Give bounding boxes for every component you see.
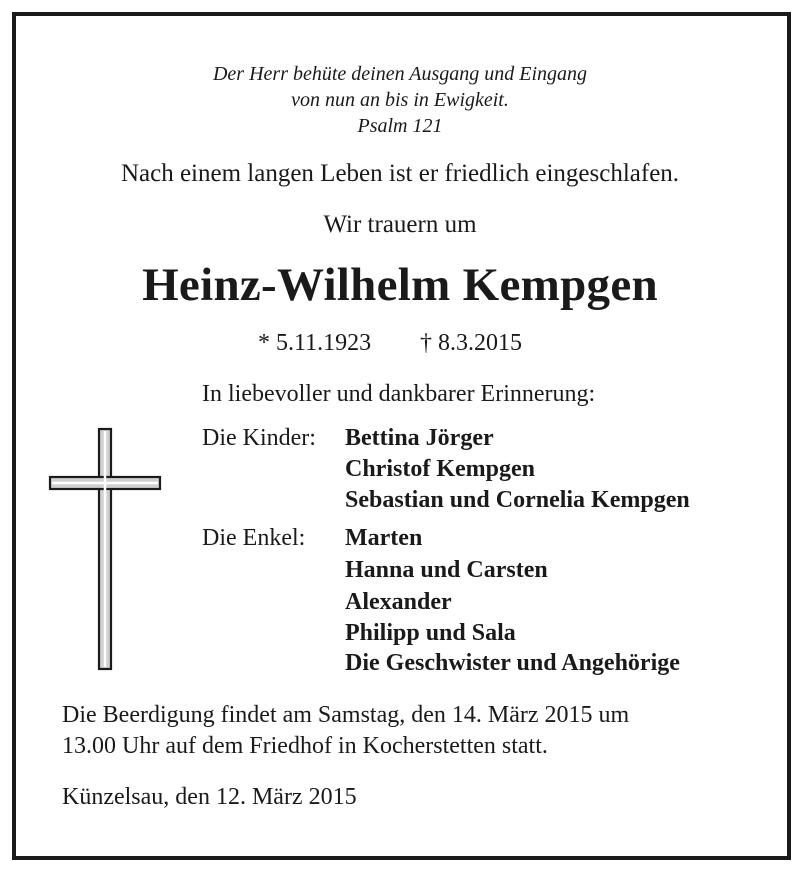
grandchild-name: Marten [345, 525, 423, 551]
psalm-source: Psalm 121 [357, 115, 443, 137]
grandchild-name: Alexander [345, 589, 452, 615]
latin-cross-icon [48, 426, 164, 672]
child-name: Bettina Jörger [345, 425, 494, 451]
funeral-line-1: Die Beerdigung findet am Samstag, den 14. März 2015 um [62, 702, 630, 728]
intro-text: Nach einem langen Leben ist er friedlich eingeschlafen. [120, 160, 680, 187]
psalm-line-1: Der Herr behüte deinen Ausgang und Eingang [212, 63, 588, 85]
children-label: Die Kinder: [202, 425, 316, 451]
death-date: † 8.3.2015 [420, 330, 522, 356]
remembrance-line: In liebevoller und dankbarer Erinnerung: [202, 381, 596, 407]
mourning-text: Wir trauern um [323, 211, 477, 238]
grandchild-name: Philipp und Sala [345, 620, 516, 646]
child-name: Christof Kempgen [345, 456, 535, 482]
psalm-line-2: von nun an bis in Ewigkeit. [291, 89, 509, 111]
funeral-line-2: 13.00 Uhr auf dem Friedhof in Kocherstetten statt. [62, 733, 548, 759]
grandchild-name: Hanna und Carsten [345, 557, 548, 583]
deceased-name: Heinz-Wilhelm Kempgen [142, 259, 658, 311]
place-date: Künzelsau, den 12. März 2015 [62, 784, 357, 810]
birth-date: * 5.11.1923 [258, 330, 372, 356]
relatives-line: Die Geschwister und Angehörige [345, 650, 680, 676]
grandchildren-label: Die Enkel: [202, 525, 306, 551]
child-name: Sebastian und Cornelia Kempgen [345, 487, 690, 513]
